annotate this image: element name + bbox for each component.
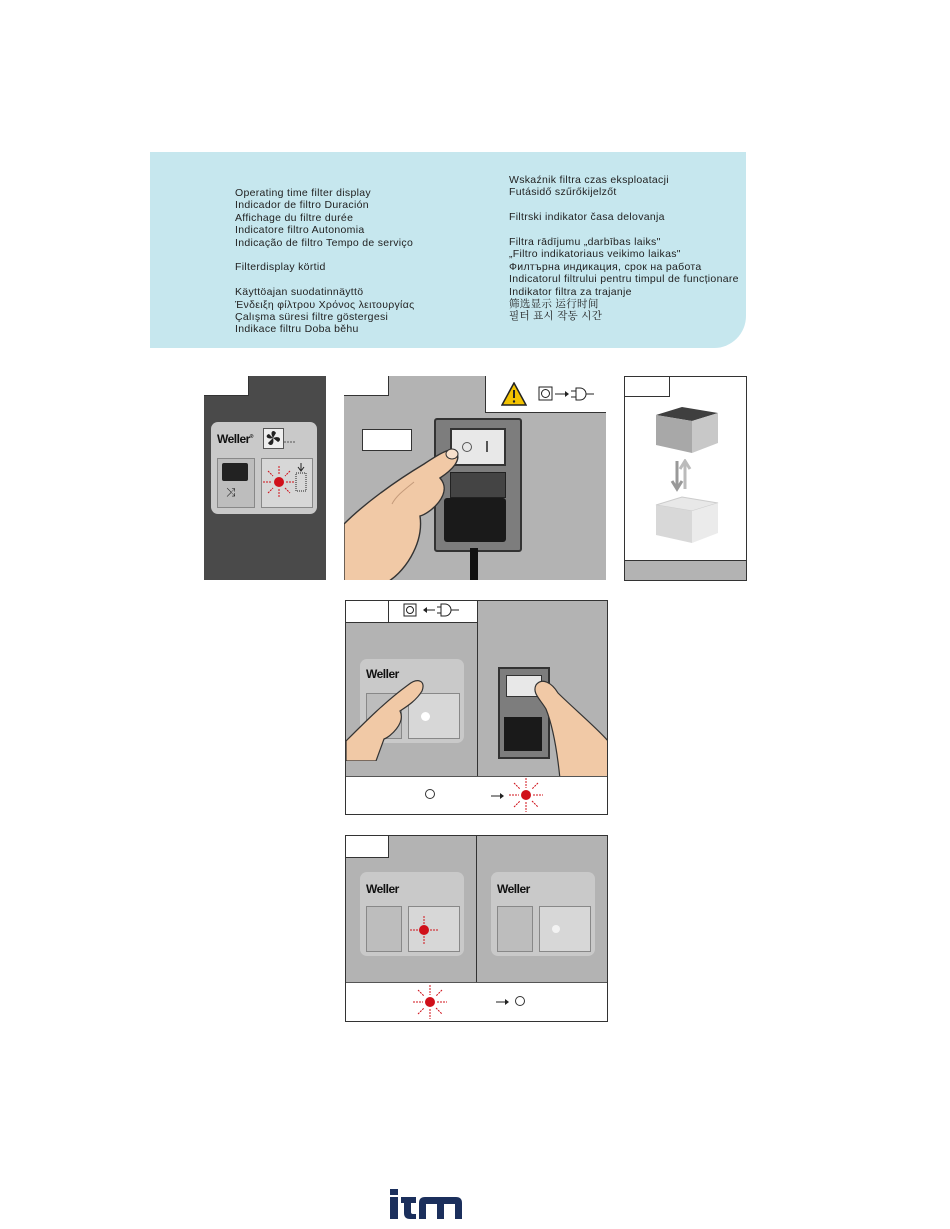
- lang-line: Indicatorul filtrului pentru timpul de funcționare: [509, 273, 739, 286]
- step-4-left-image: [346, 623, 477, 776]
- step-5-tab: [345, 835, 389, 858]
- lang-line: Wskaźnik filtra czas eksploatacji: [509, 174, 669, 186]
- new-filter-icon: [652, 495, 722, 547]
- hand-pressing: [528, 669, 608, 779]
- lang-line: [509, 199, 739, 211]
- step-3-panel: [624, 376, 747, 581]
- hand-pressing: [346, 661, 426, 761]
- red-led-blinking: [409, 915, 439, 945]
- filter-button: [261, 458, 313, 508]
- lang-line: Indicação de filtro Tempo de serviço: [235, 236, 414, 249]
- lang-line: Affichage du filtre durée: [235, 211, 354, 224]
- arrow-right-icon: [496, 998, 510, 1006]
- step-3-footer-bar: [625, 560, 746, 581]
- brand-logo: Weller: [366, 882, 399, 896]
- step-1-tab: [204, 376, 249, 396]
- lang-line: Indikator filtra za trajanje: [509, 285, 632, 298]
- lang-line: Futásidő szűrőkijelzőt: [509, 186, 617, 199]
- lang-line: Operating time filter display: [235, 187, 371, 199]
- led-off-indicator: [515, 996, 525, 1006]
- lang-line: Käyttöajan suodatinnäyttö: [235, 286, 364, 299]
- brand-logo: Weller: [366, 667, 399, 681]
- filter-icon: [294, 463, 308, 493]
- step-5-caption: [346, 982, 607, 1022]
- warning-box: [485, 376, 606, 413]
- step-5-panel: [345, 835, 608, 1022]
- lang-line: 筛选显示 运行时间: [509, 297, 599, 310]
- step-4-caption: [346, 776, 607, 815]
- lang-line: Indicatore filtro Autonomia: [235, 224, 365, 237]
- lang-line: „Filtro indikatoriaus veikimo laikas": [509, 248, 681, 261]
- control-panel: [211, 422, 317, 514]
- lang-line: Ένδειξη φίλτρου Χρόνος λειτουργίας: [235, 298, 415, 311]
- led-off: [552, 925, 560, 933]
- lang-line: [235, 249, 414, 261]
- lang-line: [509, 224, 739, 236]
- brand-logo: Weller®: [217, 432, 253, 446]
- control-panel: [491, 872, 595, 956]
- red-led-blinking: [508, 777, 544, 813]
- itm-logo: [390, 1188, 464, 1220]
- switch-button: [366, 906, 402, 952]
- control-panel: [360, 872, 464, 956]
- languages-right-column: [509, 174, 739, 323]
- filter-button: [539, 906, 591, 952]
- unplug-icon-box: [388, 600, 478, 623]
- step-2-tab: [344, 376, 389, 396]
- hand-pressing: [344, 434, 484, 580]
- step-2-panel: [344, 376, 606, 580]
- lang-line: Indikace filtru Doba běhu: [235, 323, 359, 336]
- switch-button: [217, 458, 255, 508]
- warning-icon: [501, 382, 527, 406]
- brand-logo: Weller: [497, 882, 530, 896]
- led-off-indicator: [425, 789, 435, 799]
- power-socket-icon: [538, 385, 598, 405]
- lang-line: Filtra rādījumu „darbības laiks": [509, 235, 661, 248]
- lang-line: Çalışma süresi filtre göstergesi: [235, 310, 389, 323]
- languages-left-column: [235, 187, 414, 336]
- step-3-tab: [624, 376, 670, 397]
- swap-arrows-icon: ⤨: [226, 485, 236, 499]
- step-4-tab: [345, 600, 389, 623]
- arrow-right-icon: [491, 792, 505, 800]
- switch-button: [497, 906, 533, 952]
- lang-line: 필터 표시 작동 시간: [509, 310, 603, 323]
- lang-line: Филтърна индикация, срок на работа: [509, 260, 702, 273]
- fan-icon: [263, 428, 297, 450]
- arrow-left-icon: [403, 602, 463, 620]
- red-led-blinking: [412, 984, 448, 1020]
- lang-line: Filterdisplay körtid: [235, 261, 326, 274]
- step-1-panel: [204, 376, 326, 580]
- swap-arrows-icon: [669, 459, 693, 493]
- step-4-right-image: [477, 601, 608, 776]
- lang-line: Indicador de filtro Duración: [235, 199, 369, 212]
- lang-line: Filtrski indikator časa delovanja: [509, 211, 665, 224]
- lang-line: [235, 274, 414, 286]
- filter-button: [408, 906, 460, 952]
- language-header: [150, 152, 746, 348]
- red-led-blinking: [262, 465, 296, 499]
- step-5-right-image: [476, 836, 608, 982]
- old-filter-icon: [652, 405, 722, 457]
- step-4-panel: [345, 600, 608, 815]
